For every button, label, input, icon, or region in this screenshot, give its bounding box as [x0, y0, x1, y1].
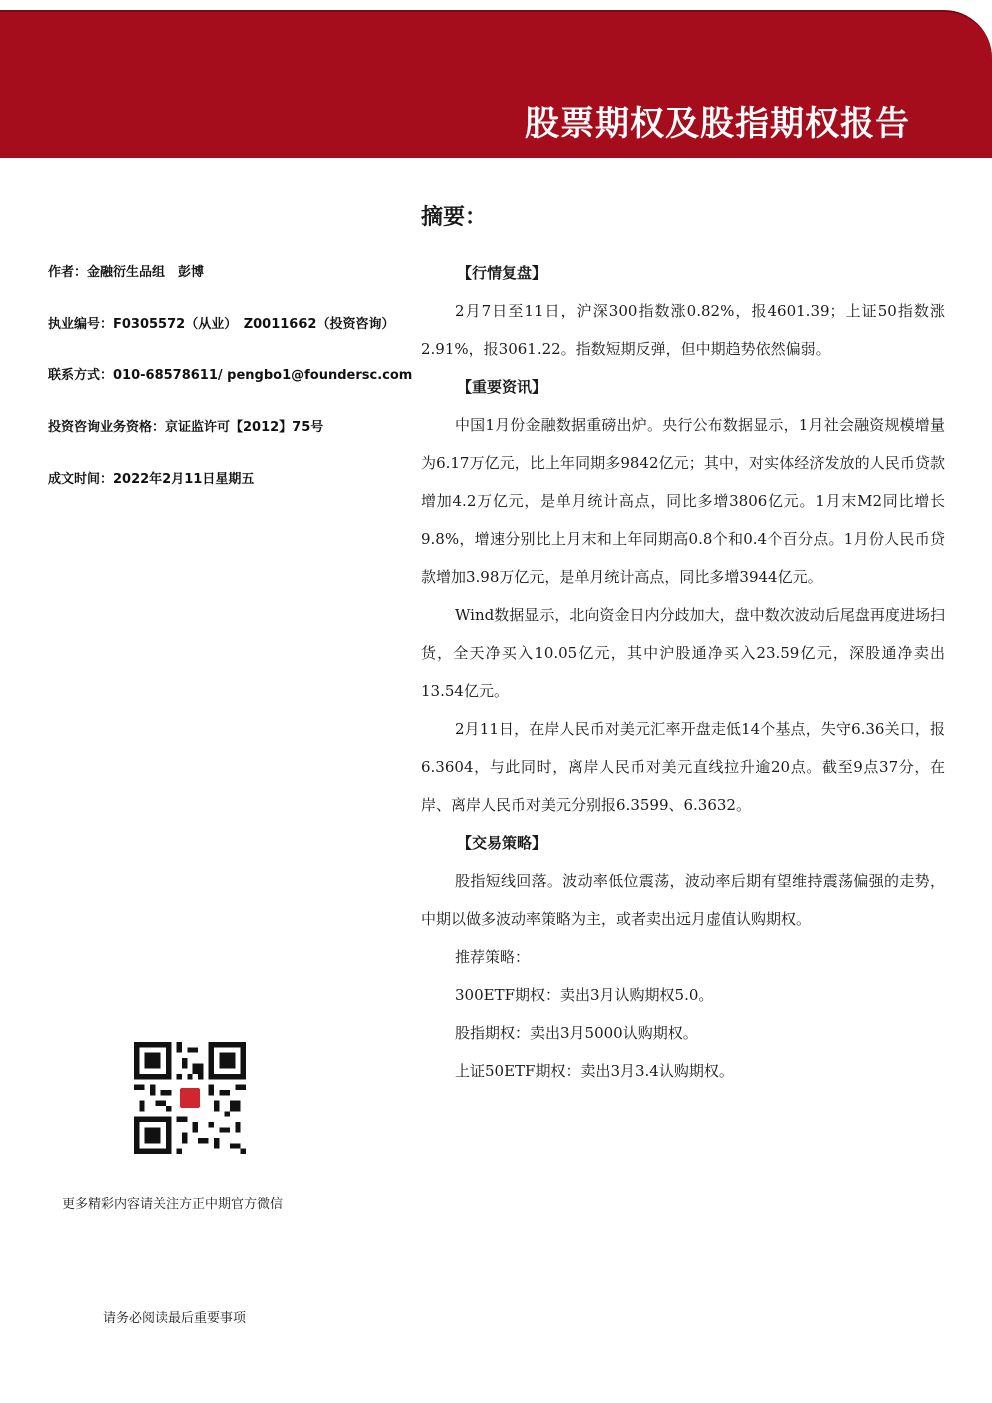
footer-note: 请务必阅读最后重要事项 — [103, 1311, 247, 1326]
news-paragraph-1: 中国1月份金融数据重磅出炉。央行公布数据显示，1月社会融资规模增量为6.17万亿元，比上年同期多9842亿元；其中，对实体经济发放的人民币贷款增加4.2万亿元，是单月统计高点，同比多增3806亿元。1月末M2同比增长9.8%，增速分别比上月末和上年同期高0.8个和0.4个百分点。1月份人民币贷款增加3.98万亿元，是单月统计高点，同比多增3944亿元。 — [421, 416, 945, 586]
summary-title: 摘要： — [421, 205, 488, 230]
header-banner — [0, 10, 992, 158]
strategy-item: 300ETF期权：卖出3月认购期权5.0。 — [455, 986, 714, 1004]
strategy-item: 股指期权：卖出3月5000认购期权。 — [455, 1024, 698, 1042]
strategy-heading: 【交易策略】 — [457, 834, 548, 852]
market-review-heading: 【行情复盘】 — [457, 264, 548, 282]
qualification-line: 投资咨询业务资格：京证监许可【2012】75号 — [48, 420, 324, 435]
strategy-text: 股指短线回落。波动率低位震荡，波动率后期有望维持震荡偏强的走势，中期以做多波动率策略为主，或者卖出远月虚值认购期权。 — [421, 872, 945, 928]
market-review-text: 2月7日至11日，沪深300指数涨0.82%，报4601.39；上证50指数涨2.91%，报3061.22。指数短期反弹，但中期趋势依然偏弱。 — [421, 302, 945, 358]
license-line: 执业编号：F0305572（从业） Z0011662（投资咨询） — [48, 317, 395, 332]
recommend-label: 推荐策略： — [455, 948, 531, 966]
contact-line: 联系方式：010-68578611/ pengbo1@foundersc.com — [48, 368, 413, 383]
news-heading: 【重要资讯】 — [457, 378, 548, 396]
summary-body — [421, 254, 945, 1090]
date-line: 成文时间：2022年2月11日星期五 — [48, 472, 255, 487]
news-paragraph-3: 2月11日，在岸人民币对美元汇率开盘走低14个基点，失守6.36关口，报6.3604，与此同时，离岸人民币对美元直线拉升逾20点。截至9点37分，在岸、离岸人民币对美元分别报6.3599、6.3632。 — [421, 720, 945, 814]
report-title: 股票期权及股指期权报告 — [525, 104, 910, 144]
author-line: 作者：金融衍生品组 彭博 — [48, 265, 205, 280]
wechat-qr-code — [134, 1042, 246, 1154]
qr-caption: 更多精彩内容请关注方正中期官方微信 — [62, 1197, 284, 1212]
news-paragraph-2: Wind数据显示，北向资金日内分歧加大，盘中数次波动后尾盘再度进场扫货，全天净买入10.05亿元，其中沪股通净买入23.59亿元，深股通净卖出13.54亿元。 — [421, 606, 945, 700]
strategy-item: 上证50ETF期权：卖出3月3.4认购期权。 — [455, 1062, 734, 1080]
brand-logo-icon — [180, 1088, 200, 1108]
